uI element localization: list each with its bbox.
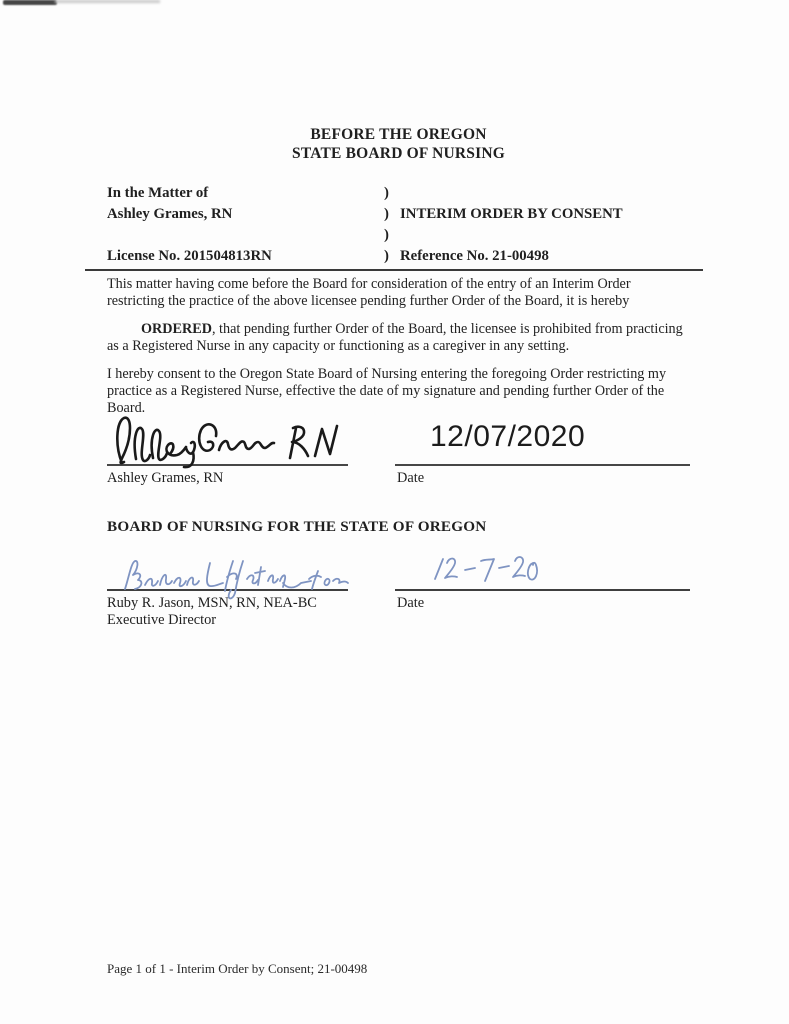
ordered-text: , that pending further Order of the Board, the licensee is prohibited from practicing as a Registered Nurse in any capacity or functioning as a caregiver in any setting. xyxy=(107,321,683,354)
board-signer-title-label: Executive Director xyxy=(107,612,217,629)
board-handwritten-signature xyxy=(115,555,345,595)
board-signature-row xyxy=(107,553,690,591)
board-date-label: Date xyxy=(397,595,425,612)
scan-artifact-light xyxy=(55,0,160,3)
title-line-2: STATE BOARD OF NURSING xyxy=(292,145,505,162)
board-label-row xyxy=(107,595,690,629)
board-date-line xyxy=(395,553,690,591)
board-signer-name-label: Ruby R. Jason, MSN, RN, NEA-BC xyxy=(107,595,317,612)
document-title xyxy=(107,125,690,163)
paren-mark: ) xyxy=(384,227,389,243)
paren-mark: ) xyxy=(384,248,389,264)
paragraph-ordered xyxy=(107,321,690,354)
board-signer-labels xyxy=(107,595,348,629)
case-caption xyxy=(107,183,690,267)
licensee-date-label: Date xyxy=(397,470,425,487)
paragraph-consideration: This matter having come before the Board for consideration of the entry of an Interim Order restricting the practice of the above licensee pending further Order of the Board, it is hereby xyxy=(107,276,631,309)
caption-right-order-title: INTERIM ORDER BY CONSENT xyxy=(400,206,623,222)
board-signature-line xyxy=(107,553,348,591)
licensee-name-label: Ashley Grames, RN xyxy=(107,470,224,487)
title-line-1: BEFORE THE OREGON xyxy=(310,126,487,143)
caption-left-matter: In the Matter of xyxy=(107,185,209,201)
caption-left-licensee-name: Ashley Grames, RN xyxy=(107,206,233,222)
ordered-keyword: ORDERED xyxy=(141,321,212,338)
paragraph-consent: I hereby consent to the Oregon State Board of Nursing entering the foregoing Order restricting my practice as a Registered Nurse, effective the date of my signature and pending further Order of the Board. xyxy=(107,366,667,416)
licensee-label-row xyxy=(107,470,690,487)
caption-right-blank xyxy=(400,225,690,246)
licensee-signature-line xyxy=(107,416,348,466)
caption-left-license-number: License No. 201504813RN xyxy=(107,248,272,264)
caption-divider-rule xyxy=(85,269,703,271)
licensee-signature-row xyxy=(107,416,690,466)
caption-right-blank xyxy=(400,183,690,204)
caption-right-reference-number: Reference No. 21-00498 xyxy=(400,248,549,264)
paren-mark: ) xyxy=(384,206,389,222)
licensee-date-line xyxy=(395,416,690,466)
caption-left-blank xyxy=(107,225,384,246)
document-content xyxy=(107,125,690,629)
paren-mark: ) xyxy=(384,185,389,201)
board-section-heading: BOARD OF NURSING FOR THE STATE OF OREGON xyxy=(107,518,487,536)
board-handwritten-date xyxy=(423,553,541,587)
page-footer: Page 1 of 1 - Interim Order by Consent; 21-00498 xyxy=(107,961,368,976)
licensee-handwritten-signature xyxy=(107,414,347,468)
scan-artifact-dark xyxy=(3,0,57,5)
licensee-typed-date: 12/07/2020 xyxy=(430,420,586,454)
